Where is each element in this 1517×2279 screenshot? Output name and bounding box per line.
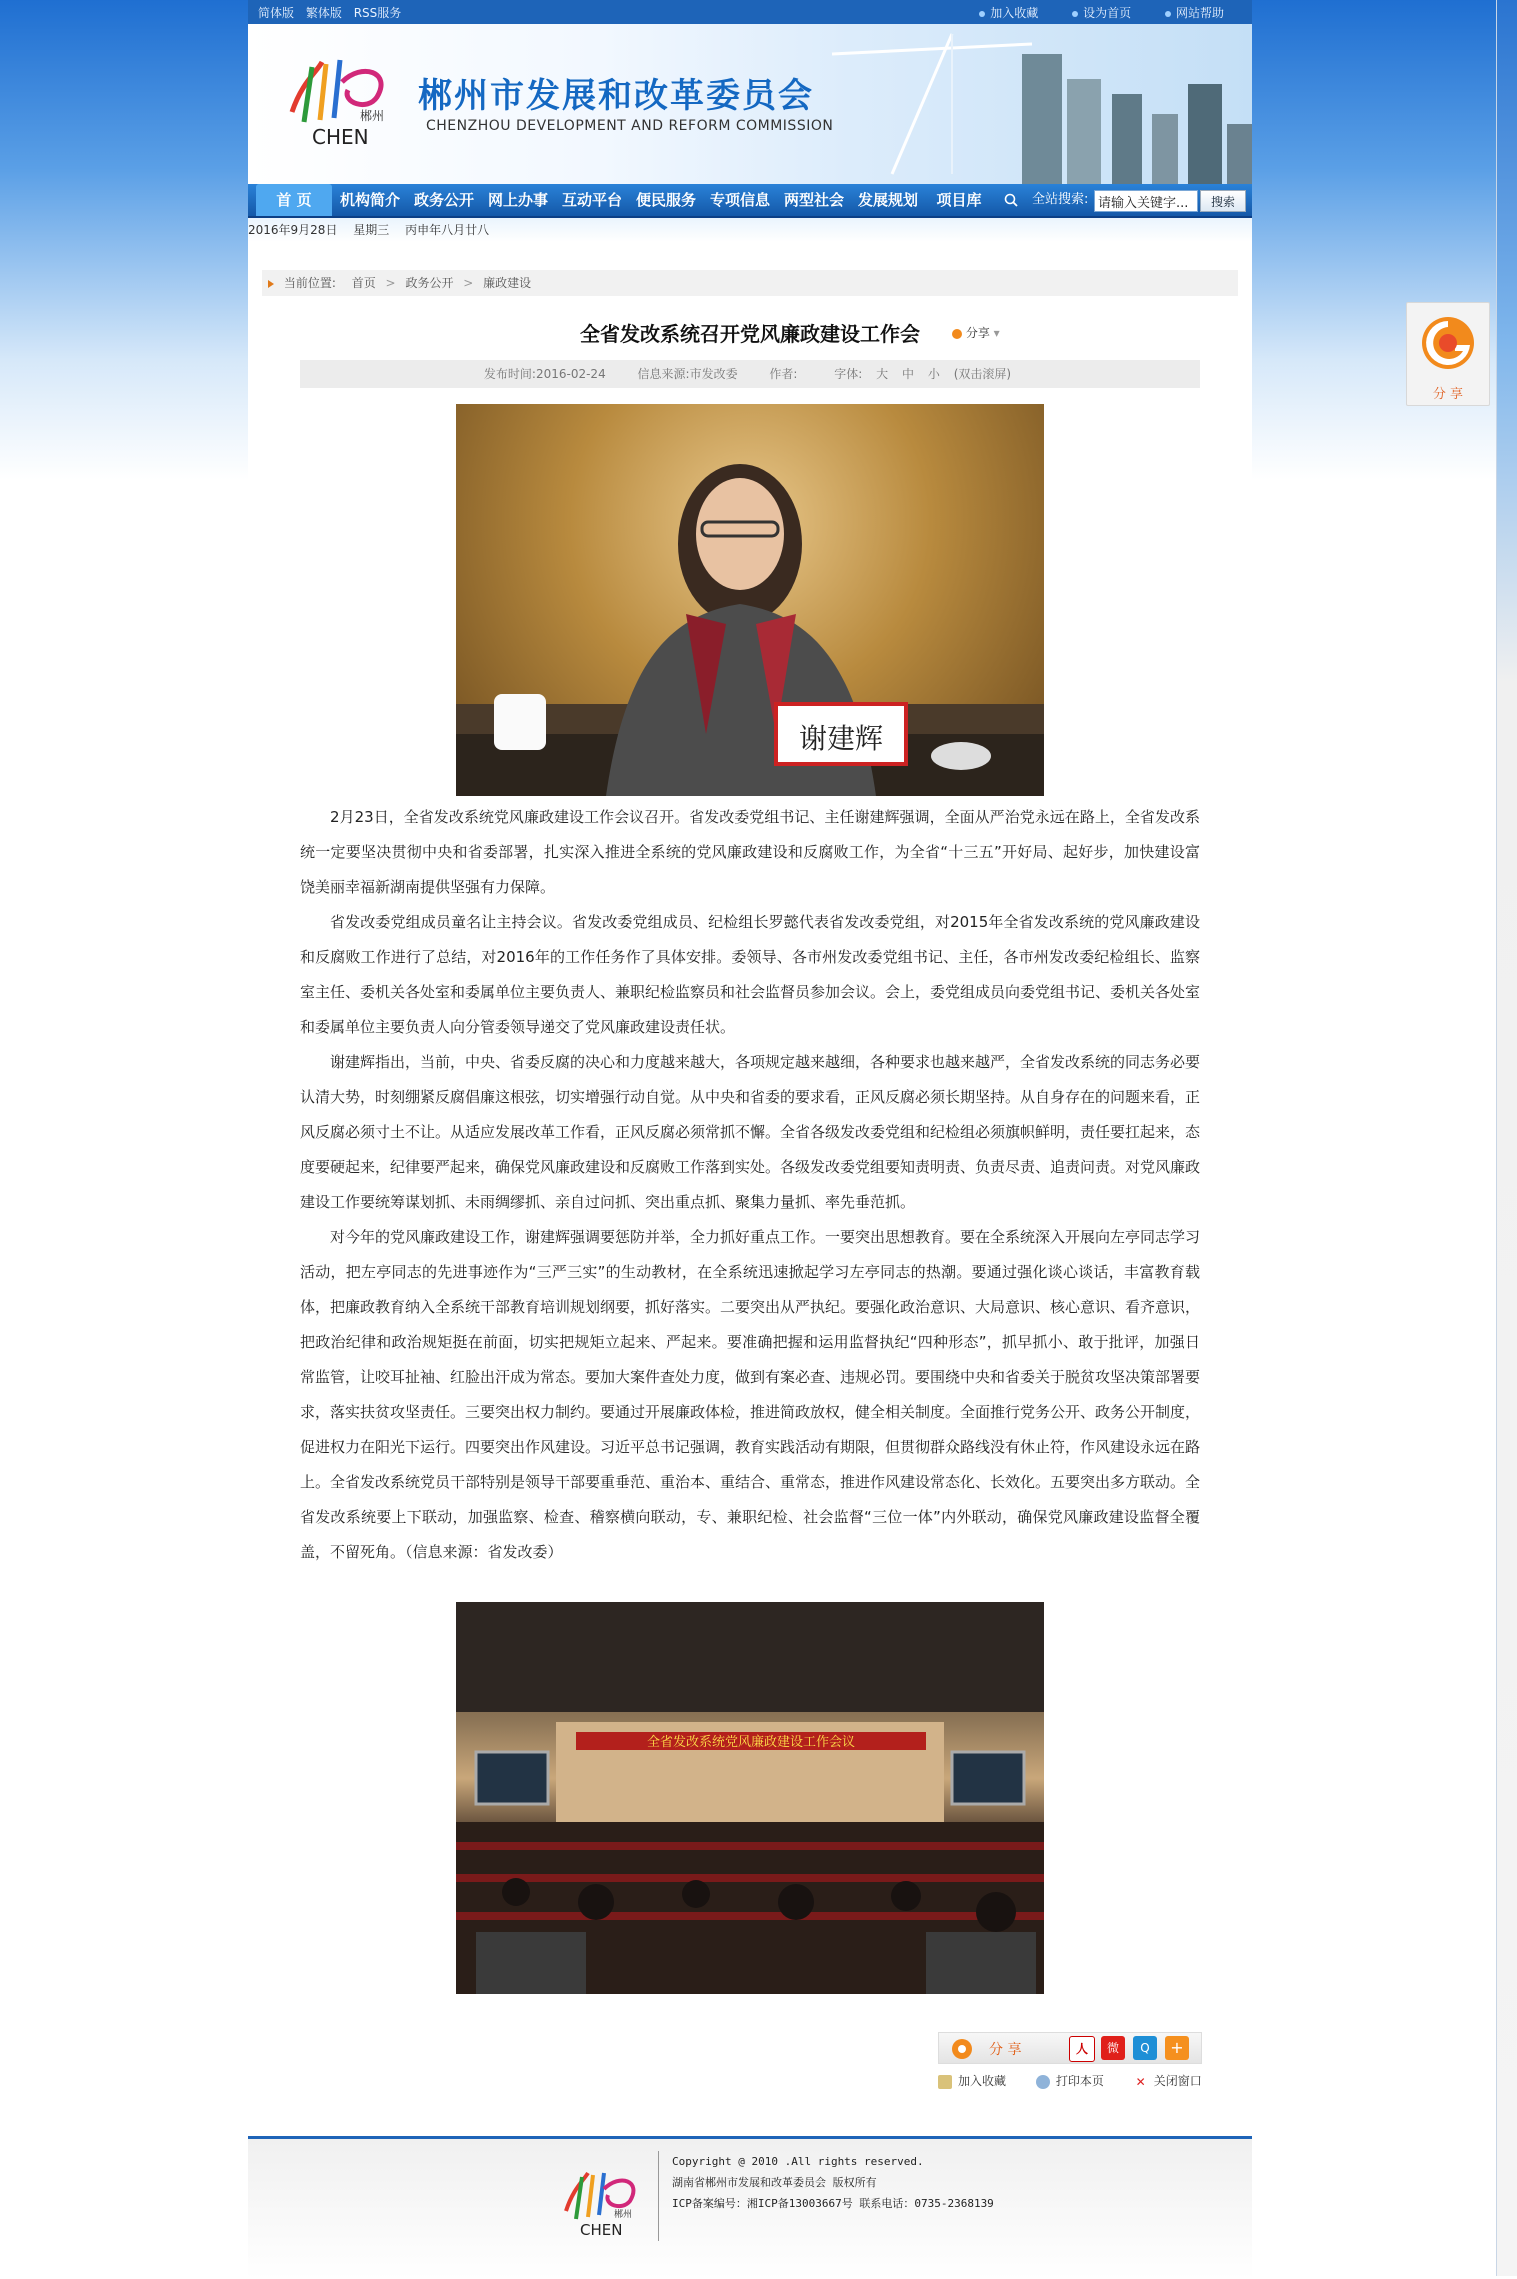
article-body [300, 800, 1200, 1570]
article-paragraph: 对今年的党风廉政建设工作，谢建辉强调要惩防并举，全力抓好重点工作。一要突出思想教育。要在全系统深入开展向左亭同志学习活动，把左亭同志的先进事迹作为“三严三实”的生动教材，在全系统迅速掀起学习左亭同志的热潮。要通过强化谈心谈话，丰富教育载体，把廉政教育纳入全系统干部教育培训规划纲要，抓好落实。二要突出从严执纪。要强化政治意识、大局意识、核心意识、看齐意识，把政治纪律和政治规矩挺在前面，切实把规矩立起来、严起来。要准确把握和运用监督执纪“四种形态”，抓早抓小、敢于批评，加强日常监管，让咬耳扯袖、红脸出汗成为常态。要加大案件查处力度，做到有案必查、违规必罚。要围绕中央和省委关于脱贫攻坚决策部署要求，落实扶贫攻坚责任。三要突出权力制约。要通过开展廉政体检，推进简政放权，健全相关制度。全面推行党务公开、政务公开制度，促进权力在阳光下运行。四要突出作风建设。习近平总书记强调，教育实践活动有期限，但贯彻群众路线没有休止符，作风建设永远在路上。全省发改系统党员干部特别是领导干部要重垂范、重治本、重结合、重常态，推进作风建设常态化、长效化。五要突出多方联动。全省发改系统要上下联动，加强监察、检查、稽察横向联动，专、兼职纪检、社会监督“三位一体”内外联动，确保党风廉政建设监督全覆盖，不留死角。（信息来源：省发改委） [300, 1228, 1201, 1561]
share-logo-icon [1407, 303, 1489, 385]
side-share-widget[interactable] [1406, 302, 1490, 406]
share-bar-label: 分 享 [989, 2042, 1022, 2058]
nav-online-service[interactable]: 网上办事 [487, 191, 548, 209]
share-qzone-icon[interactable]: Q [1133, 2036, 1157, 2060]
search-label: 全站搜索: [1032, 192, 1089, 207]
footer-icp: ICP备案编号：湘ICP备13003667号 联系电话：0735-2368139 [672, 2197, 994, 2210]
info-source: 信息来源:市发改委 [637, 367, 738, 381]
site-logo[interactable] [282, 42, 402, 162]
site-banner [248, 24, 1252, 184]
link-site-help[interactable]: 网站帮助 [1165, 6, 1224, 20]
print-page-action[interactable]: 打印本页 [1036, 2074, 1104, 2088]
footer-logo-city: 郴州 [614, 2210, 633, 2220]
favorite-icon [938, 2075, 952, 2089]
footer-text [672, 2151, 994, 2214]
footer-logo [558, 2159, 648, 2249]
bullet-icon [1165, 11, 1171, 17]
share-more-icon[interactable]: + [1165, 2036, 1189, 2060]
article-photo-meeting-hall [456, 1602, 1044, 1994]
link-traditional[interactable]: 繁体版 [305, 6, 342, 20]
breadcrumb-home[interactable]: 首页 [351, 276, 376, 290]
article-paragraph: 2月23日，全省发改系统党风廉政建设工作会议召开。省发改委党组书记、主任谢建辉强调，全面从严治党永远在路上，全省发改系统一定要坚决贯彻中央和省委部署，扎实深入推进全系统的党风廉政建设和反腐败工作，为全省“十三五”开好局、起好步，加快建设富饶美丽幸福新湖南提供坚强有力保障。 [300, 808, 1200, 896]
publish-time: 发布时间:2016-02-24 [483, 367, 606, 381]
footer-copyright: Copyright @ 2010 .All rights reserved. [672, 2155, 924, 2168]
article-photo-speaker [456, 404, 1044, 796]
site-title: 郴州市发展和改革委员会 [418, 76, 814, 116]
speaker-photo-illustration [456, 404, 1044, 796]
font-size-small[interactable]: 小 [927, 367, 940, 381]
add-favorite-action[interactable]: 加入收藏 [938, 2074, 1006, 2088]
article-paragraph: 谢建辉指出，当前，中央、省委反腐的决心和力度越来越大，各项规定越来越细，各种要求也越来越严，全省发改系统的同志务必要认清大势，时刻绷紧反腐倡廉这根弦，切实增强行动自觉。从中央和省委的要求看，正风反腐必须长期坚持。从自身存在的问题来看，正风反腐必须寸土不让。从适应发展改革工作看，正风反腐必须常抓不懈。全省各级发改委党组和纪检组必须旗帜鲜明，责任要扛起来，态度要硬起来，纪律要严起来，确保党风廉政建设和反腐败工作落到实处。各级发改委党组要知责明责、负责尽责、追责问责。对党风廉政建设工作要统筹谋划抓、未雨绸缪抓、亲自过问抓、突出重点抓、聚集力量抓、率先垂范抓。 [300, 1053, 1201, 1211]
footer-owner: 湖南省郴州市发展和改革委员会 版权所有 [672, 2176, 877, 2189]
current-date: 2016年9月28日 [248, 223, 338, 237]
page-footer [248, 2136, 1252, 2279]
main-nav [248, 184, 1252, 218]
logo-city-text: 郴州 [360, 109, 385, 123]
footer-logo-text: CHEN [580, 2221, 623, 2239]
article-paragraph: 省发改委党组成员童名让主持会议。省发改委党组成员、纪检组长罗懿代表省发改委党组，对2015年全省发改系统的党风廉政建设和反腐败工作进行了总结，对2016年的工作任务作了具体安排。委领导、各市州发改委党组书记、主任，各市州发改委纪检组长、监察室主任、委机关各处室和委属单位主要负责人、兼职纪检监察员和社会监督员参加会议。会上，委党组成员向委党组书记、委机关各处室和委属单位主要负责人向分管委领导递交了党风廉政建设责任状。 [300, 913, 1201, 1036]
link-rss[interactable]: RSS服务 [353, 6, 402, 20]
nav-project-library[interactable]: 项目库 [936, 191, 982, 209]
window-scrollbar[interactable] [1496, 0, 1517, 2276]
breadcrumb-separator-icon: > [463, 276, 474, 290]
meeting-banner-text: 全省发改系统党风廉政建设工作会议 [646, 1735, 856, 1750]
breadcrumb-gov-affairs[interactable]: 政务公开 [405, 276, 454, 290]
link-simplified[interactable]: 简体版 [258, 6, 295, 20]
side-share-label: 分 享 [1432, 387, 1464, 402]
nav-special-info[interactable]: 专项信息 [709, 191, 770, 209]
breadcrumb-arrow-icon [268, 280, 274, 288]
nav-interaction[interactable]: 互动平台 [561, 191, 622, 209]
current-weekday: 星期三 [353, 223, 390, 237]
logo-chen-text: CHEN [312, 125, 369, 149]
link-add-favorite[interactable]: 加入收藏 [979, 6, 1038, 20]
nav-gov-affairs[interactable]: 政务公开 [413, 191, 474, 209]
breadcrumb-prefix: 当前位置: [283, 276, 336, 290]
author: 作者: [769, 367, 798, 381]
nav-two-type-society[interactable]: 两型社会 [783, 191, 844, 209]
nav-home[interactable]: 首 页 [256, 184, 332, 216]
share-bar [938, 2032, 1202, 2064]
page-actions [912, 2072, 1202, 2089]
nav-public-service[interactable]: 便民服务 [635, 191, 696, 209]
font-size-label: 字体: [834, 367, 863, 381]
breadcrumb-separator-icon: > [385, 276, 396, 290]
share-logo-icon [951, 2038, 973, 2060]
search-input[interactable] [1094, 190, 1198, 212]
nav-about[interactable]: 机构简介 [339, 191, 400, 209]
breadcrumb-current[interactable]: 廉政建设 [483, 276, 532, 290]
close-window-action[interactable]: ✕ 关闭窗口 [1135, 2074, 1202, 2089]
share-weibo-icon[interactable]: 微 [1101, 2036, 1125, 2060]
footer-divider [658, 2151, 659, 2241]
search-icon [1004, 193, 1018, 207]
font-size-large[interactable]: 大 [876, 367, 889, 381]
font-size-medium[interactable]: 中 [902, 367, 915, 381]
bullet-icon [1072, 11, 1078, 17]
nameplate-text: 谢建辉 [798, 722, 884, 755]
site-subtitle: CHENZHOU DEVELOPMENT AND REFORM COMMISSION [426, 118, 834, 134]
article-share-label: 分享 [965, 326, 990, 340]
skyline-illustration [772, 24, 1252, 184]
top-link-bar [248, 0, 1252, 24]
meeting-photo-illustration [456, 1602, 1044, 1994]
share-people-icon[interactable]: 人 [1069, 2036, 1095, 2062]
nav-planning[interactable]: 发展规划 [857, 191, 918, 209]
chevron-down-icon: ▾ [993, 326, 1000, 340]
share-icon [952, 329, 962, 339]
bullet-icon [979, 11, 985, 17]
breadcrumb [262, 270, 1238, 296]
article-share-button[interactable] [952, 324, 1000, 341]
page-container [248, 0, 1252, 2276]
scroll-hint: (双击滚屏) [953, 367, 1012, 381]
print-icon [1036, 2075, 1050, 2089]
link-set-homepage[interactable]: 设为首页 [1072, 6, 1131, 20]
article-title: 全省发改系统召开党风廉政建设工作会 [580, 322, 920, 346]
date-bar [248, 218, 1252, 242]
article-meta [300, 360, 1200, 388]
close-icon: ✕ [1135, 2074, 1146, 2089]
search-button[interactable]: 搜索 [1200, 190, 1246, 212]
lunar-date: 丙申年八月廿八 [405, 223, 490, 237]
font-size-controls [829, 367, 1016, 381]
